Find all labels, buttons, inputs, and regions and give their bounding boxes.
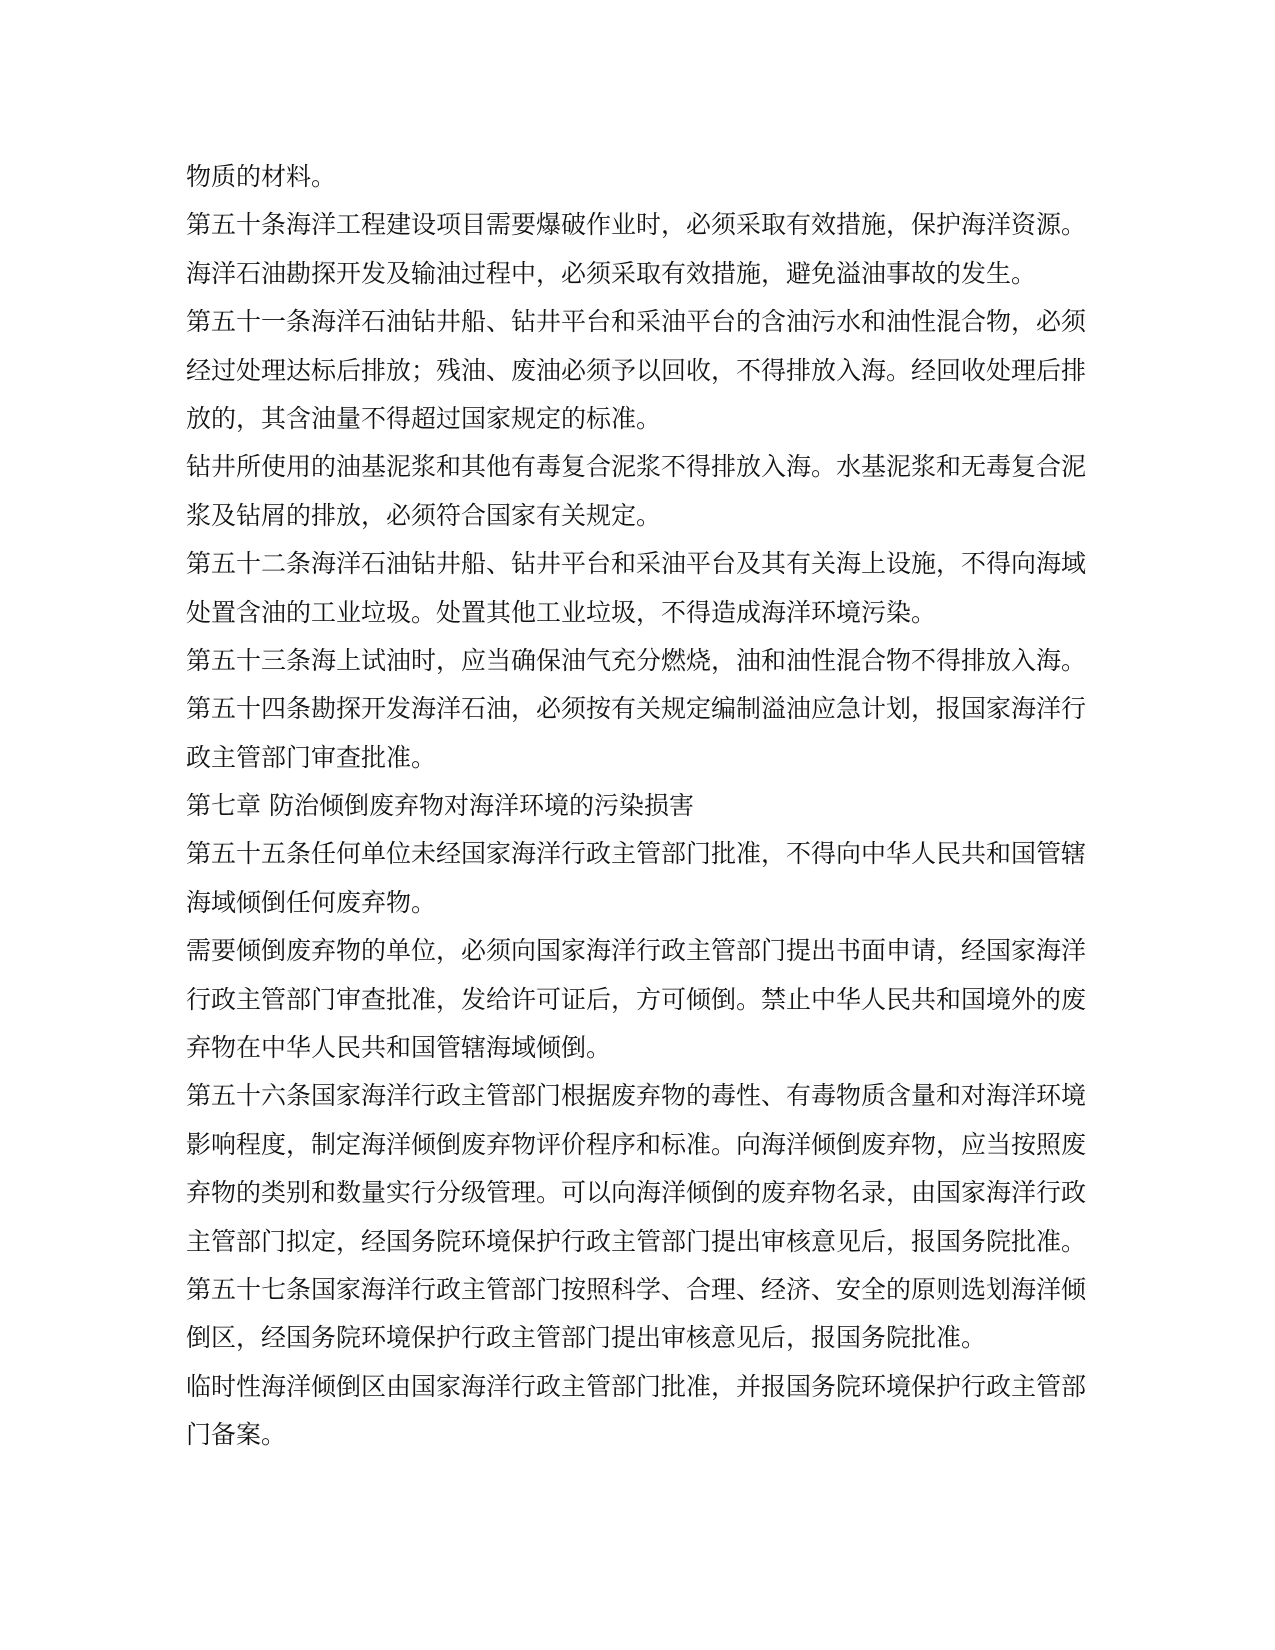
text-line: 倒区，经国务院环境保护行政主管部门提出审核意见后，报国务院批准。	[186, 1323, 987, 1353]
text-line: 钻井所使用的油基泥浆和其他有毒复合泥浆不得排放入海。水基泥浆和无毒复合泥	[186, 452, 1087, 482]
text-line: 经过处理达标后排放；残油、废油必须予以回收，不得排放入海。经回收处理后排	[186, 355, 1087, 385]
chapter-heading: 第七章 防治倾倒废弃物对海洋环境的污染损害	[186, 791, 694, 821]
text-line: 第五十条海洋工程建设项目需要爆破作业时，必须采取有效措施，保护海洋资源。	[186, 210, 1087, 240]
text-line: 浆及钻屑的排放，必须符合国家有关规定。	[186, 500, 662, 530]
text-line: 海洋石油勘探开发及输油过程中，必须采取有效措施，避免溢油事故的发生。	[186, 258, 1037, 288]
text-line: 物质的材料。	[186, 162, 337, 191]
document-body	[186, 153, 1096, 1460]
text-line: 处置含油的工业垃圾。处置其他工业垃圾，不得造成海洋环境污染。	[186, 597, 937, 627]
text-line: 临时性海洋倾倒区由国家海洋行政主管部门批准，并报国务院环境保护行政主管部	[186, 1371, 1087, 1401]
text-line: 主管部门拟定，经国务院环境保护行政主管部门提出审核意见后，报国务院批准。	[186, 1226, 1087, 1256]
text-line: 第五十七条国家海洋行政主管部门按照科学、合理、经济、安全的原则选划海洋倾	[186, 1274, 1087, 1304]
text-line: 第五十四条勘探开发海洋石油，必须按有关规定编制溢油应急计划，报国家海洋行	[186, 694, 1087, 724]
text-line: 第五十三条海上试油时，应当确保油气充分燃烧，油和油性混合物不得排放入海。	[186, 645, 1087, 675]
text-line: 第五十六条国家海洋行政主管部门根据废弃物的毒性、有毒物质含量和对海洋环境	[186, 1081, 1087, 1111]
text-line: 政主管部门审查批准。	[186, 742, 437, 772]
text-line: 需要倾倒废弃物的单位，必须向国家海洋行政主管部门提出书面申请，经国家海洋	[186, 936, 1087, 966]
text-line: 弃物的类别和数量实行分级管理。可以向海洋倾倒的废弃物名录，由国家海洋行政	[186, 1178, 1087, 1208]
text-line: 第五十二条海洋石油钻井船、钻井平台和采油平台及其有关海上设施，不得向海域	[186, 549, 1087, 579]
text-line: 行政主管部门审查批准，发给许可证后，方可倾倒。禁止中华人民共和国境外的废	[186, 984, 1087, 1014]
text-line: 第五十五条任何单位未经国家海洋行政主管部门批准，不得向中华人民共和国管辖	[186, 839, 1087, 869]
text-line: 影响程度，制定海洋倾倒废弃物评价程序和标准。向海洋倾倒废弃物，应当按照废	[186, 1129, 1087, 1159]
text-line: 海域倾倒任何废弃物。	[186, 887, 437, 917]
text-line: 弃物在中华人民共和国管辖海域倾倒。	[186, 1033, 612, 1063]
text-line: 第五十一条海洋石油钻井船、钻井平台和采油平台的含油污水和油性混合物，必须	[186, 307, 1087, 337]
text-line: 门备案。	[186, 1420, 287, 1450]
text-line: 放的，其含油量不得超过国家规定的标准。	[186, 403, 662, 433]
